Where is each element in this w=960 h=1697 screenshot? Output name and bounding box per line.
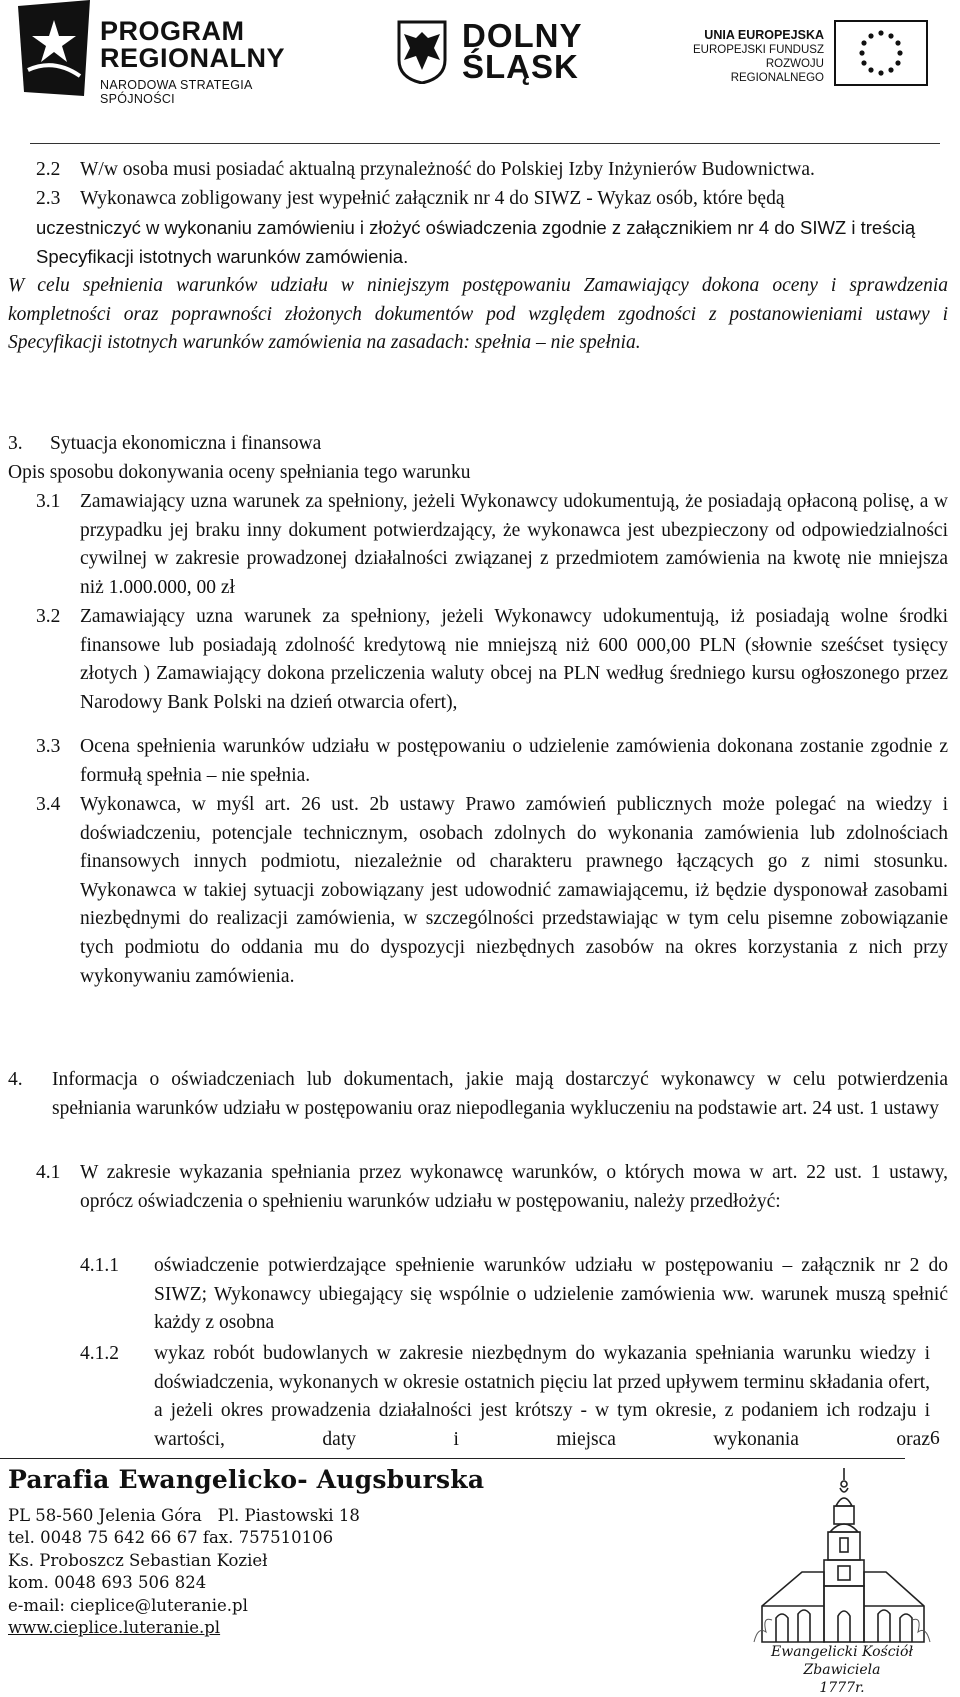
section-number: 3.2 (36, 606, 61, 627)
section-number: 4. (8, 1069, 23, 1090)
eu-flag-icon (834, 20, 928, 86)
eu-logo-line1: UNIA EUROPEJSKA (704, 28, 824, 42)
church-drawing-icon (752, 1466, 932, 1644)
section-4-1-2-text: wykaz robót budowlanych w zakresie niezbędnym do wykazania spełniania warunku wiedzy i doświadczenia, wykonanych w okresie ostatnich pięciu lat przed upływem terminu składania ofert, a jeżeli okres prowadzenia działalności jest krótszy - w tym okresie, z podaniem ich rodzaju i wartości, daty i miejsca wykonania oraz (154, 1343, 930, 1450)
program-regionalny-logo (14, 0, 286, 106)
church-caption-name: Ewangelicki Kościół Zbawiciela (770, 1644, 913, 1678)
evaluation-paragraph: W celu spełnienia warunków udziału w niniejszym postępowaniu Zamawiający dokona oceny i sprawdzenia kompletności oraz poprawności złożonych dokumentów pod względem zgodności z postanowieniami ustawy i Specyfikacji istotnych warunków zamówienia na zasadach: spełnia – nie spełnia. (8, 275, 948, 354)
parish-email: e-mail: cieplice@luteranie.pl (8, 1595, 248, 1615)
section-number: 2.2 (36, 159, 61, 180)
parish-name: Parafia Ewangelicko- Augsburska (8, 1465, 485, 1494)
section-4-1-1-text: oświadczenie potwierdzające spełnienie warunków udziału w postępowaniu – załącznik nr 2 do SIWZ; Wykonawcy ubiegający się wspólnie o udzielenie zamówienia ww. warunek muszą spełnić każdy z osobna (154, 1255, 948, 1334)
parish-address: PL 58-560 Jelenia Góra Pl. Piastowski 18 (8, 1506, 360, 1525)
eu-logo-line3: ROZWOJU REGIONALNEGO (730, 58, 824, 84)
section-number: 3. (8, 433, 23, 454)
document-header (0, 0, 960, 140)
parish-mobile: kom. 0048 693 506 824 (8, 1573, 207, 1593)
region-logo-line1: DOLNY (462, 17, 583, 54)
section-3-4-text: Wykonawca, w myśl art. 26 ust. 2b ustawy Prawo zamówień publicznych może polegać na wiedzy i doświadczeniu, potencjale technicznym, osobach zdolnych do wykonania zamówienia lub zdolnościach finansowych innych podmiotu, niezależnie od charakteru prawnego łączących go z nimi stosunku. Wykonawca w takiej sytuacji zobowiązany jest udowodnić zamawiającemu, iż będzie dysponował zasobami niezbędnymi do realizacji zamówienia, w szczególności przedstawiając w tym celu pisemne zobowiązanie tych podmiotu do oddania mu do dyspozycji niezbędnych zasobów na okres korzystania z nich przy wykonywaniu zamówienia. (80, 794, 948, 987)
parish-phone: tel. 0048 75 642 66 67 fax. 757510106 (8, 1528, 334, 1548)
parish-contact-block (8, 1505, 360, 1639)
star-flag-logo-icon (14, 0, 96, 98)
section-2-3-first-line: Wykonawca zobligowany jest wypełnić załącznik nr 4 do SIWZ - Wykaz osób, które będą (80, 188, 785, 209)
section-number: 3.1 (36, 491, 61, 512)
section-4-1-text: W zakresie wykazania spełniania przez wykonawcę warunków, o których mowa w art. 22 ust. 1 ustawy, oprócz oświadczenia o spełnieniu warunków udziału w postępowaniu, należy przedłożyć: (80, 1162, 948, 1212)
church-caption-year: 1777r. (819, 1680, 865, 1696)
section-3-1-text: Zamawiający uzna warunek za spełniony, jeżeli Wykonawcy udokumentują, że posiadają opłaconą polisę, a w przypadku jej braku inny dokument potwierdzający, że wykonawca jest ubezpieczony od odpowiedzialności cywilnej w zakresie prowadzonej działalności związanej z przedmiotem zamówienia na kwotę nie mniejsza niż 1.000.000, 00 zł (80, 491, 948, 598)
parish-website-link[interactable]: www.cieplice.luteranie.pl (8, 1618, 221, 1638)
section-3-3-text: Ocena spełnienia warunków udziału w postępowaniu o udzielenie zamówienia dokonana zostanie zgodnie z formułą spełnia – nie spełnia. (80, 736, 948, 786)
parish-priest: Ks. Proboszcz Sebastian Kozieł (8, 1550, 268, 1570)
church-caption (752, 1643, 932, 1697)
section-3-subtitle: Opis sposobu dokonywania oceny spełniania tego warunku (8, 462, 471, 483)
section-number: 4.1.2 (80, 1343, 119, 1364)
program-logo-line2: REGIONALNY (100, 43, 286, 73)
section-2-3-text: uczestniczyć w wykonaniu zamówieniu i złożyć oświadczenia zgodnie z załącznikiem nr 4 do SIWZ i treścią Specyfikacji istotnych warunków zamówienia. (36, 217, 916, 267)
program-logo-line3: NARODOWA STRATEGIA SPÓJNOŚCI (100, 78, 252, 106)
section-2-2-text: W/w osoba musi posiadać aktualną przynależność do Polskiej Izby Inżynierów Budownictwa. (80, 159, 815, 180)
section-3-2-text: Zamawiający uzna warunek za spełniony, jeżeli Wykonawcy udokumentują, iż posiadają wolne środki finansowe lub posiadają zdolność kredytową nie mniejszą niż 600 000,00 PLN (słownie sześćset tysięcy złotych ) Zamawiający dokona przeliczenia waluty obcej na PLN według średniego kursu ogłoszonego przez Narodowy Bank Polski na dzień otwarcia ofert), (80, 606, 948, 713)
dolny-slask-logo (396, 14, 596, 84)
section-3-title: Sytuacja ekonomiczna i finansowa (50, 433, 322, 454)
eu-fund-logo (692, 20, 928, 90)
section-4-text: Informacja o oświadczeniach lub dokumentach, jakie mają dostarczyć wykonawcy w celu potwierdzenia spełniania warunków udziału w postępowaniu oraz niepodlegania wykluczeniu na podstawie art. 24 ust. 1 ustawy (52, 1069, 948, 1119)
section-number: 4.1 (36, 1162, 61, 1183)
page-number: 6 (930, 1428, 940, 1449)
program-logo-line1: PROGRAM (100, 16, 245, 46)
section-number: 4.1.1 (80, 1255, 119, 1276)
section-number: 3.4 (36, 794, 61, 815)
header-divider (30, 143, 940, 144)
footer-divider (0, 1458, 905, 1459)
eagle-crest-icon (396, 20, 448, 84)
section-number: 3.3 (36, 736, 61, 757)
eu-logo-line2: EUROPEJSKI FUNDUSZ (693, 44, 824, 56)
region-logo-line2: ŚLĄSK (462, 48, 579, 85)
section-number: 2.3 (36, 188, 61, 209)
